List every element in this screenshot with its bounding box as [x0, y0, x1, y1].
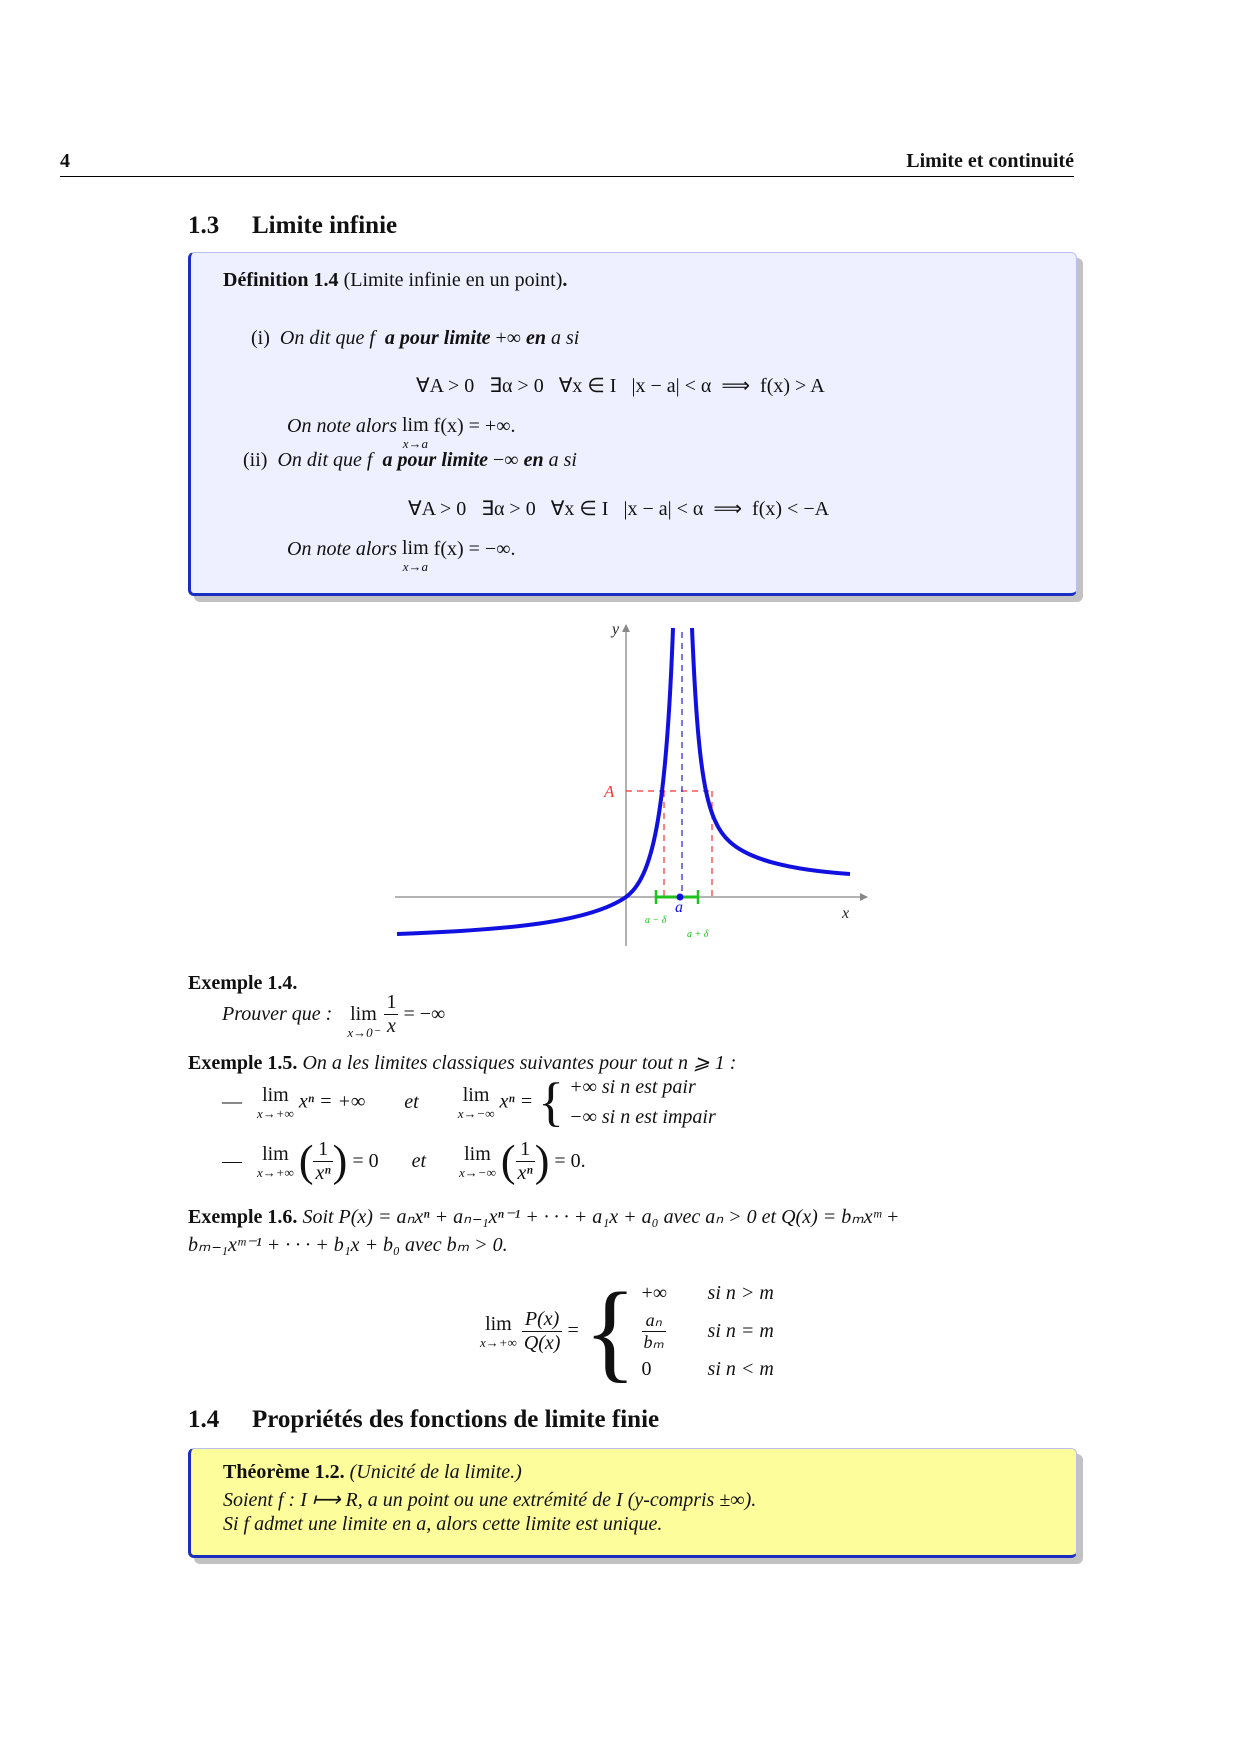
exemple-1-6-line2: bₘ₋₁xᵐ⁻¹ + · · · + b₁x + b₀ avec bₘ > 0. — [188, 1234, 508, 1256]
definition-item-i: (i) On dit que f a pour limite +∞ en a si — [251, 327, 580, 349]
a-label: a — [675, 899, 683, 916]
x-axis-label: x — [842, 905, 850, 922]
definition-note-ii: On note alors lim x→a f(x) = −∞. — [287, 537, 516, 574]
case-less: 0 si n < m — [641, 1358, 774, 1380]
definition-box — [188, 252, 1077, 596]
a-plus-delta-label: a + δ — [687, 929, 709, 940]
exemple-1-6-formula: lim x→+∞ $\frac{P(x)}{Q(x)}$ = { +∞ si n > m $\frac{\text{aₙ}}{\text{bₘ}}$ si n = m 0 si n < m — [480, 1276, 812, 1386]
definition-formula-ii: ∀A > 0 ∃α > 0 ∀x ∈ I |x − a| < α ⟹ f(x) < −A — [408, 498, 830, 520]
exemple-1-6-line1: Exemple 1.6. Soit P(x) = aₙxⁿ + aₙ₋₁xⁿ⁻¹ + · · · + a₁x + a₀ avec aₙ > 0 et Q(x) = bₘxᵐ + — [188, 1206, 900, 1228]
section-number: 1.4 — [188, 1406, 220, 1433]
a-minus-delta-label: a − δ — [645, 915, 667, 926]
curve-right-branch — [692, 628, 850, 874]
definition-heading: Définition 1.4 (Limite infinie en un point). — [223, 269, 568, 291]
case-pair: +∞ si n est pair — [569, 1076, 696, 1098]
section-title: Propriétés des fonctions de limite finie — [252, 1406, 660, 1433]
y-axis-label: y — [612, 621, 620, 638]
page-header — [60, 150, 1074, 177]
limit-figure — [390, 620, 870, 950]
case-greater: +∞ si n > m — [641, 1282, 774, 1304]
definition-caption: (Limite infinie en un point) — [343, 269, 563, 291]
theorem-caption: (Unicité de la limite.) — [349, 1461, 522, 1483]
x-axis-arrow — [860, 893, 868, 901]
theorem-box — [188, 1448, 1077, 1558]
section-number: 1.3 — [188, 212, 220, 239]
definition-item-ii: (ii) On dit que f a pour limite −∞ en a si — [243, 449, 577, 471]
exemple-1-5-row1: — lim x→+∞ xⁿ = +∞ et lim x→−∞ xⁿ = { +∞ si n est pair −∞ si n est impair — [222, 1072, 716, 1132]
A-label: A — [604, 782, 615, 801]
page-number: 4 — [60, 150, 70, 172]
case-equal: $\frac{\text{aₙ}}{\text{bₘ}}$ si n = m — [643, 1309, 774, 1352]
definition-label: Définition 1.4 — [223, 269, 339, 291]
theorem-heading — [223, 1461, 522, 1484]
section-title: Limite infinie — [252, 212, 398, 239]
section-heading-1-3 — [188, 212, 397, 240]
section-heading-1-4 — [188, 1406, 659, 1434]
y-axis-arrow — [622, 624, 630, 632]
exemple-1-5-heading: Exemple 1.5. On a les limites classiques suivantes pour tout n ⩾ 1 : — [188, 1052, 737, 1074]
theorem-label: Théorème 1.2. — [223, 1461, 345, 1483]
definition-note-i: On note alors lim x→a f(x) = +∞. — [287, 414, 516, 451]
definition-formula-i: ∀A > 0 ∃α > 0 ∀x ∈ I |x − a| < α ⟹ f(x) > A — [416, 375, 825, 397]
exemple-1-4-statement: Prouver que : lim x→0⁻ $\frac{1}{x}$ = −∞ — [222, 991, 446, 1040]
theorem-line-3: Si f admet une limite en a, alors cette limite est unique. — [223, 1513, 663, 1535]
case-impair: −∞ si n est impair — [569, 1106, 716, 1128]
theorem-line-2: Soient f : I ⟼ R, a un point ou une extrémité de I (y-compris ±∞). — [223, 1489, 757, 1511]
curve-left-branch — [397, 628, 673, 934]
running-title: Limite et continuité — [906, 150, 1074, 172]
exemple-1-5-row2: — lim x→+∞ ( $\frac{1}{\text{xⁿ}}$ ) = 0 et lim x→−∞ ( $\frac{1}{\text{xⁿ}}$ ) = 0. — [222, 1136, 586, 1186]
exemple-1-4-label: Exemple 1.4. — [188, 972, 298, 994]
